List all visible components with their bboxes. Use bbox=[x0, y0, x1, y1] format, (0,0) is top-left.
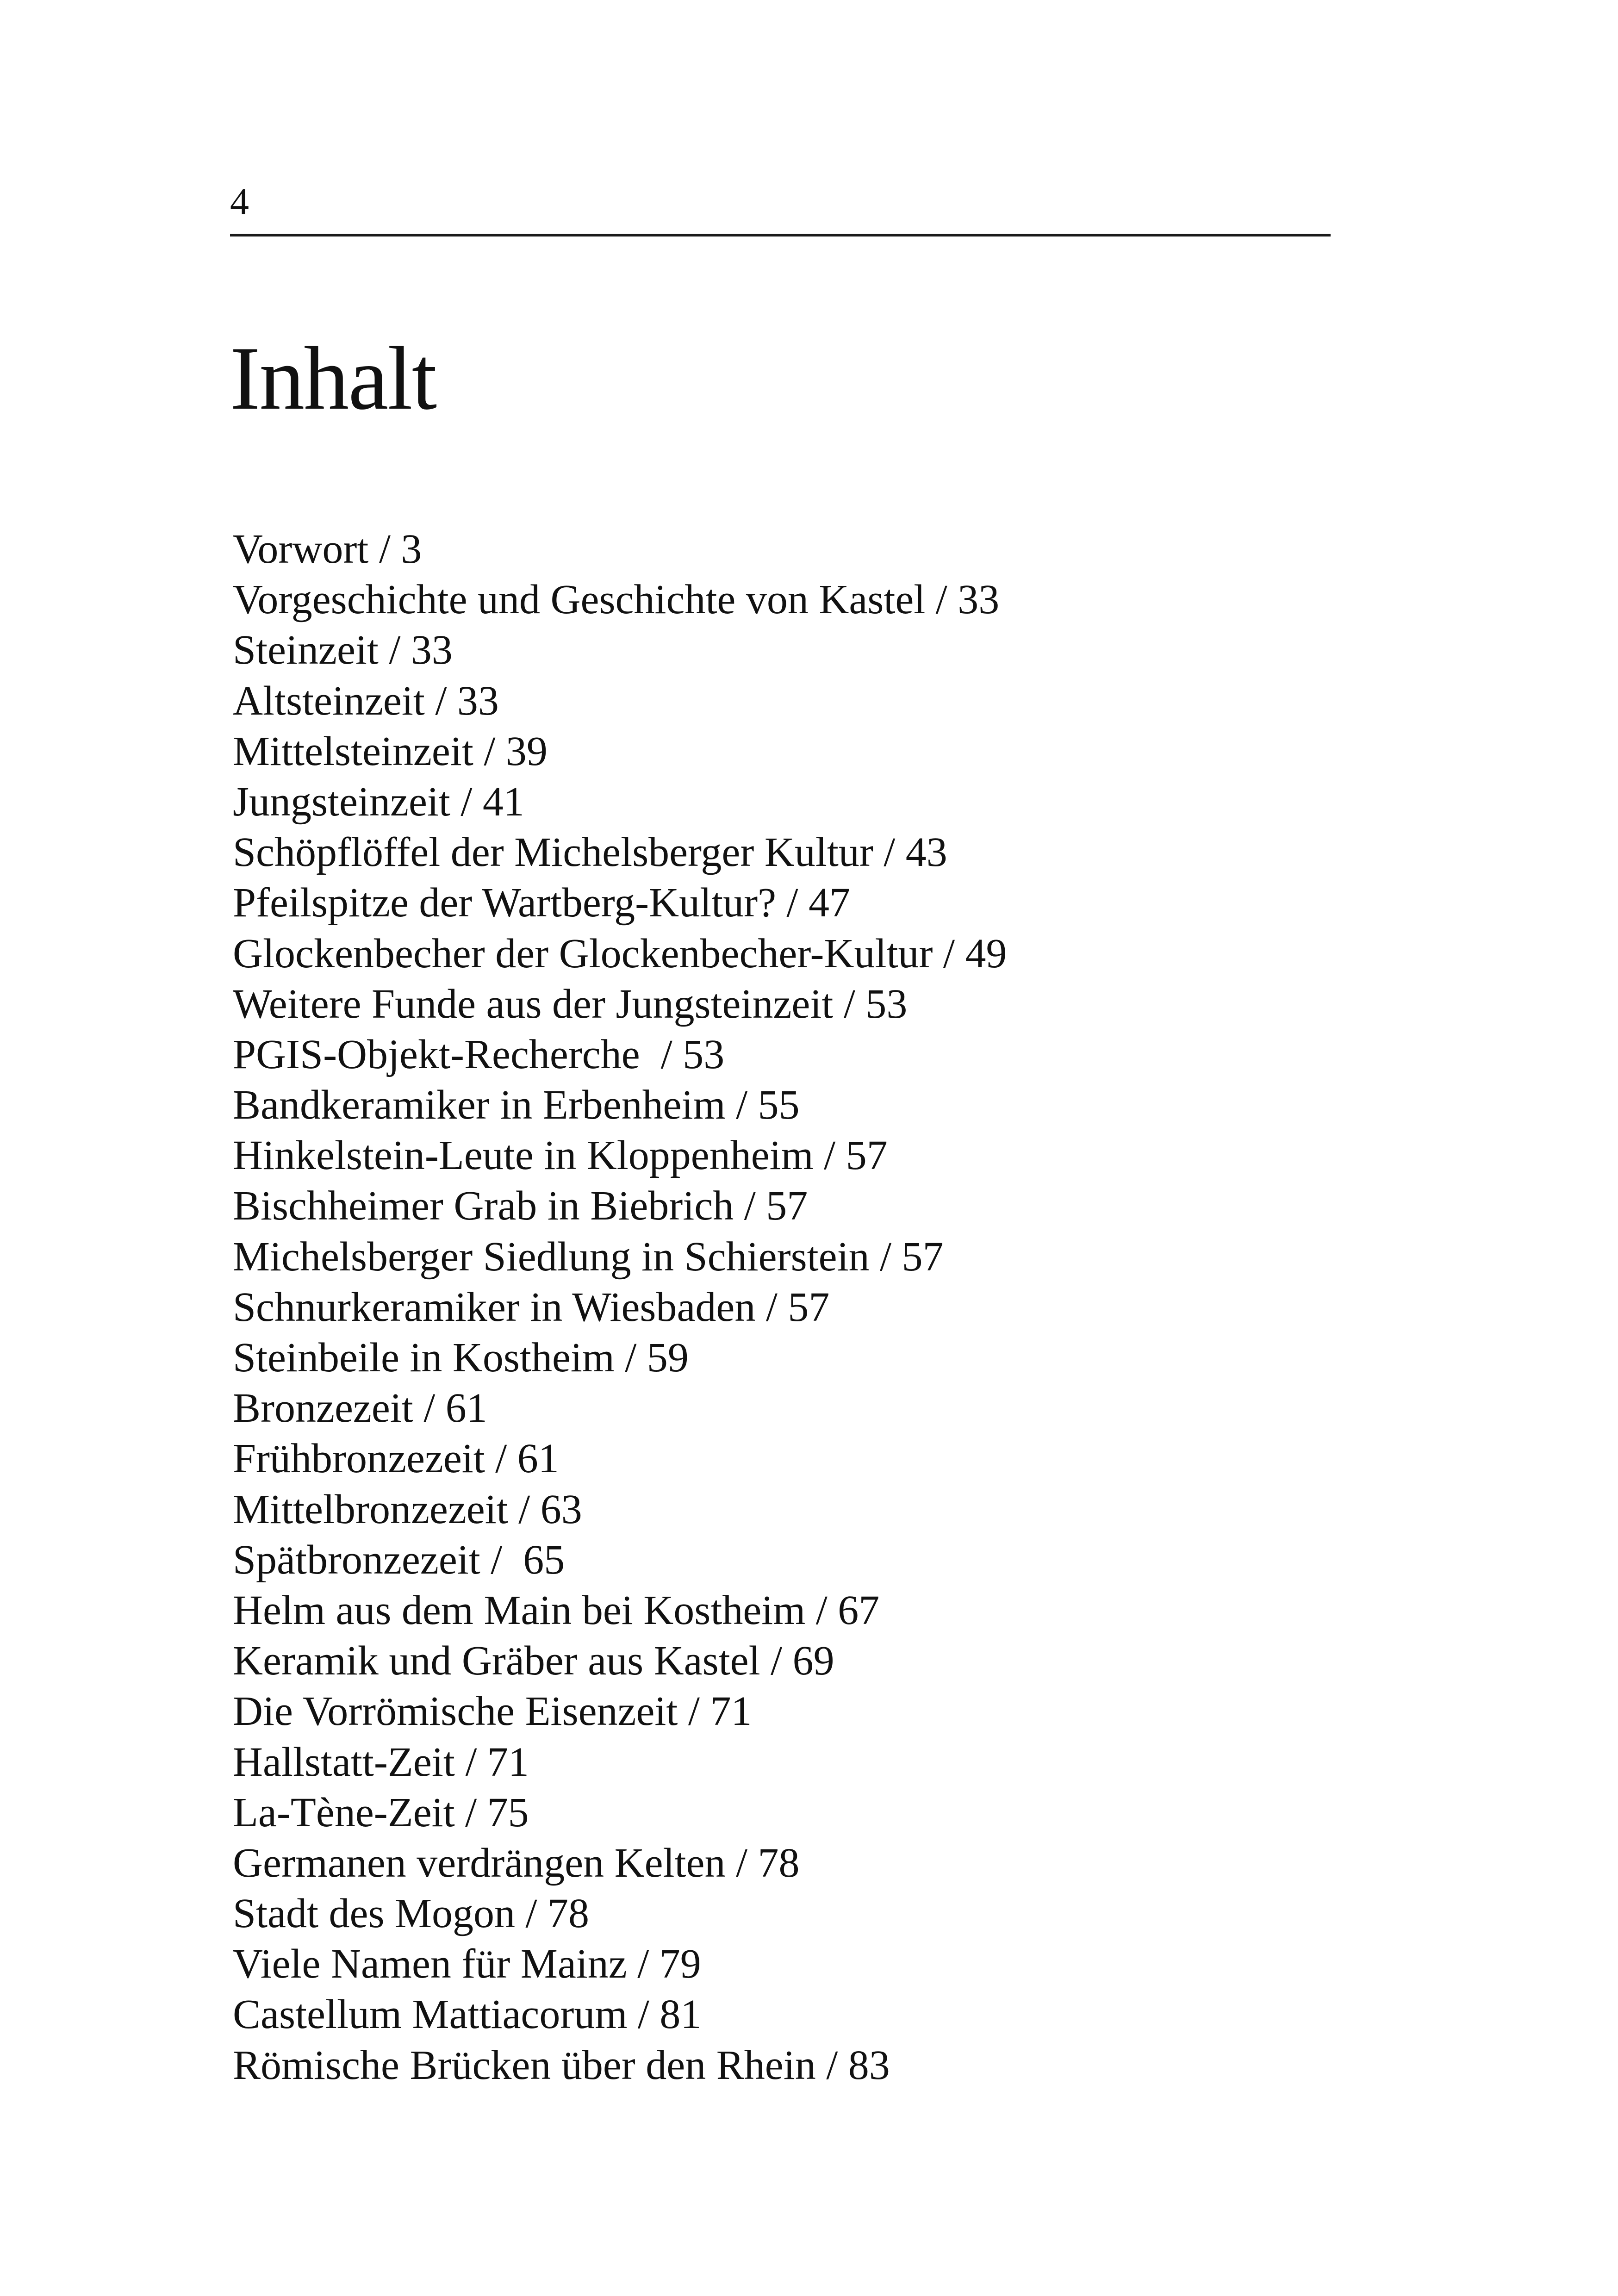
toc-entry-bischheimer-grab: Bischheimer Grab in Biebrich / 57 bbox=[233, 1183, 808, 1229]
toc-entry-namen-mainz: Viele Namen für Mainz / 79 bbox=[233, 1941, 701, 1987]
toc-entry-pgis-recherche: PGIS-Objekt-Recherche / 53 bbox=[233, 1031, 725, 1077]
toc-entry-helm: Helm aus dem Main bei Kostheim / 67 bbox=[233, 1587, 880, 1633]
toc-entry-spaetbronzezeit: Spätbronzezeit / 65 bbox=[233, 1537, 565, 1583]
toc-entry-michelsberger-siedlung: Michelsberger Siedlung in Schierstein / 57 bbox=[233, 1233, 944, 1280]
toc-entry-jungsteinzeit: Jungsteinzeit / 41 bbox=[233, 778, 524, 825]
toc-entry-weitere-funde: Weitere Funde aus der Jungsteinzeit / 53 bbox=[233, 981, 908, 1027]
toc-entry-mogon: Stadt des Mogon / 78 bbox=[233, 1891, 590, 1937]
toc-entry-pfeilspitze: Pfeilspitze der Wartberg-Kultur? / 47 bbox=[233, 880, 851, 926]
toc-entry-vorroemische-eisenzeit: Die Vorrömische Eisenzeit / 71 bbox=[233, 1688, 752, 1735]
toc-entry-schoepfloeffel: Schöpflöffel der Michelsberger Kultur / 43 bbox=[233, 829, 947, 876]
toc-entry-vorgeschichte: Vorgeschichte und Geschichte von Kastel / 33 bbox=[233, 577, 1000, 623]
toc-entry-keramik-graeber: Keramik und Gräber aus Kastel / 69 bbox=[233, 1638, 834, 1684]
toc-entry-mittelsteinzeit: Mittelsteinzeit / 39 bbox=[233, 728, 548, 774]
toc-entry-steinzeit: Steinzeit / 33 bbox=[233, 627, 453, 673]
header-rule bbox=[230, 234, 1331, 236]
toc-entry-bronzezeit: Bronzezeit / 61 bbox=[233, 1385, 487, 1431]
toc-entry-la-tene: La-Tène-Zeit / 75 bbox=[233, 1789, 529, 1836]
page-title: Inhalt bbox=[230, 328, 436, 429]
toc-entry-roemische-bruecken: Römische Brücken über den Rhein / 83 bbox=[233, 2042, 890, 2088]
toc-entry-bandkeramiker: Bandkeramiker in Erbenheim / 55 bbox=[233, 1082, 800, 1128]
page-number: 4 bbox=[230, 180, 249, 223]
toc-entry-germanen: Germanen verdrängen Kelten / 78 bbox=[233, 1840, 800, 1886]
toc-entry-hinkelstein: Hinkelstein-Leute in Kloppenheim / 57 bbox=[233, 1132, 888, 1179]
toc-entry-mittelbronzezeit: Mittelbronzezeit / 63 bbox=[233, 1486, 582, 1532]
toc-entry-altsteinzeit: Altsteinzeit / 33 bbox=[233, 678, 499, 724]
toc-entry-glockenbecher: Glockenbecher der Glockenbecher-Kultur / 49 bbox=[233, 930, 1007, 977]
toc-entry-vorwort: Vorwort / 3 bbox=[233, 526, 422, 572]
toc-entry-schnurkeramiker: Schnurkeramiker in Wiesbaden / 57 bbox=[233, 1284, 830, 1330]
table-of-contents bbox=[233, 524, 1007, 2091]
toc-entry-hallstatt: Hallstatt-Zeit / 71 bbox=[233, 1739, 529, 1785]
toc-entry-castellum: Castellum Mattiacorum / 81 bbox=[233, 1991, 702, 2038]
toc-entry-steinbeile: Steinbeile in Kostheim / 59 bbox=[233, 1335, 689, 1381]
toc-entry-fruehbronzezeit: Frühbronzezeit / 61 bbox=[233, 1436, 559, 1482]
